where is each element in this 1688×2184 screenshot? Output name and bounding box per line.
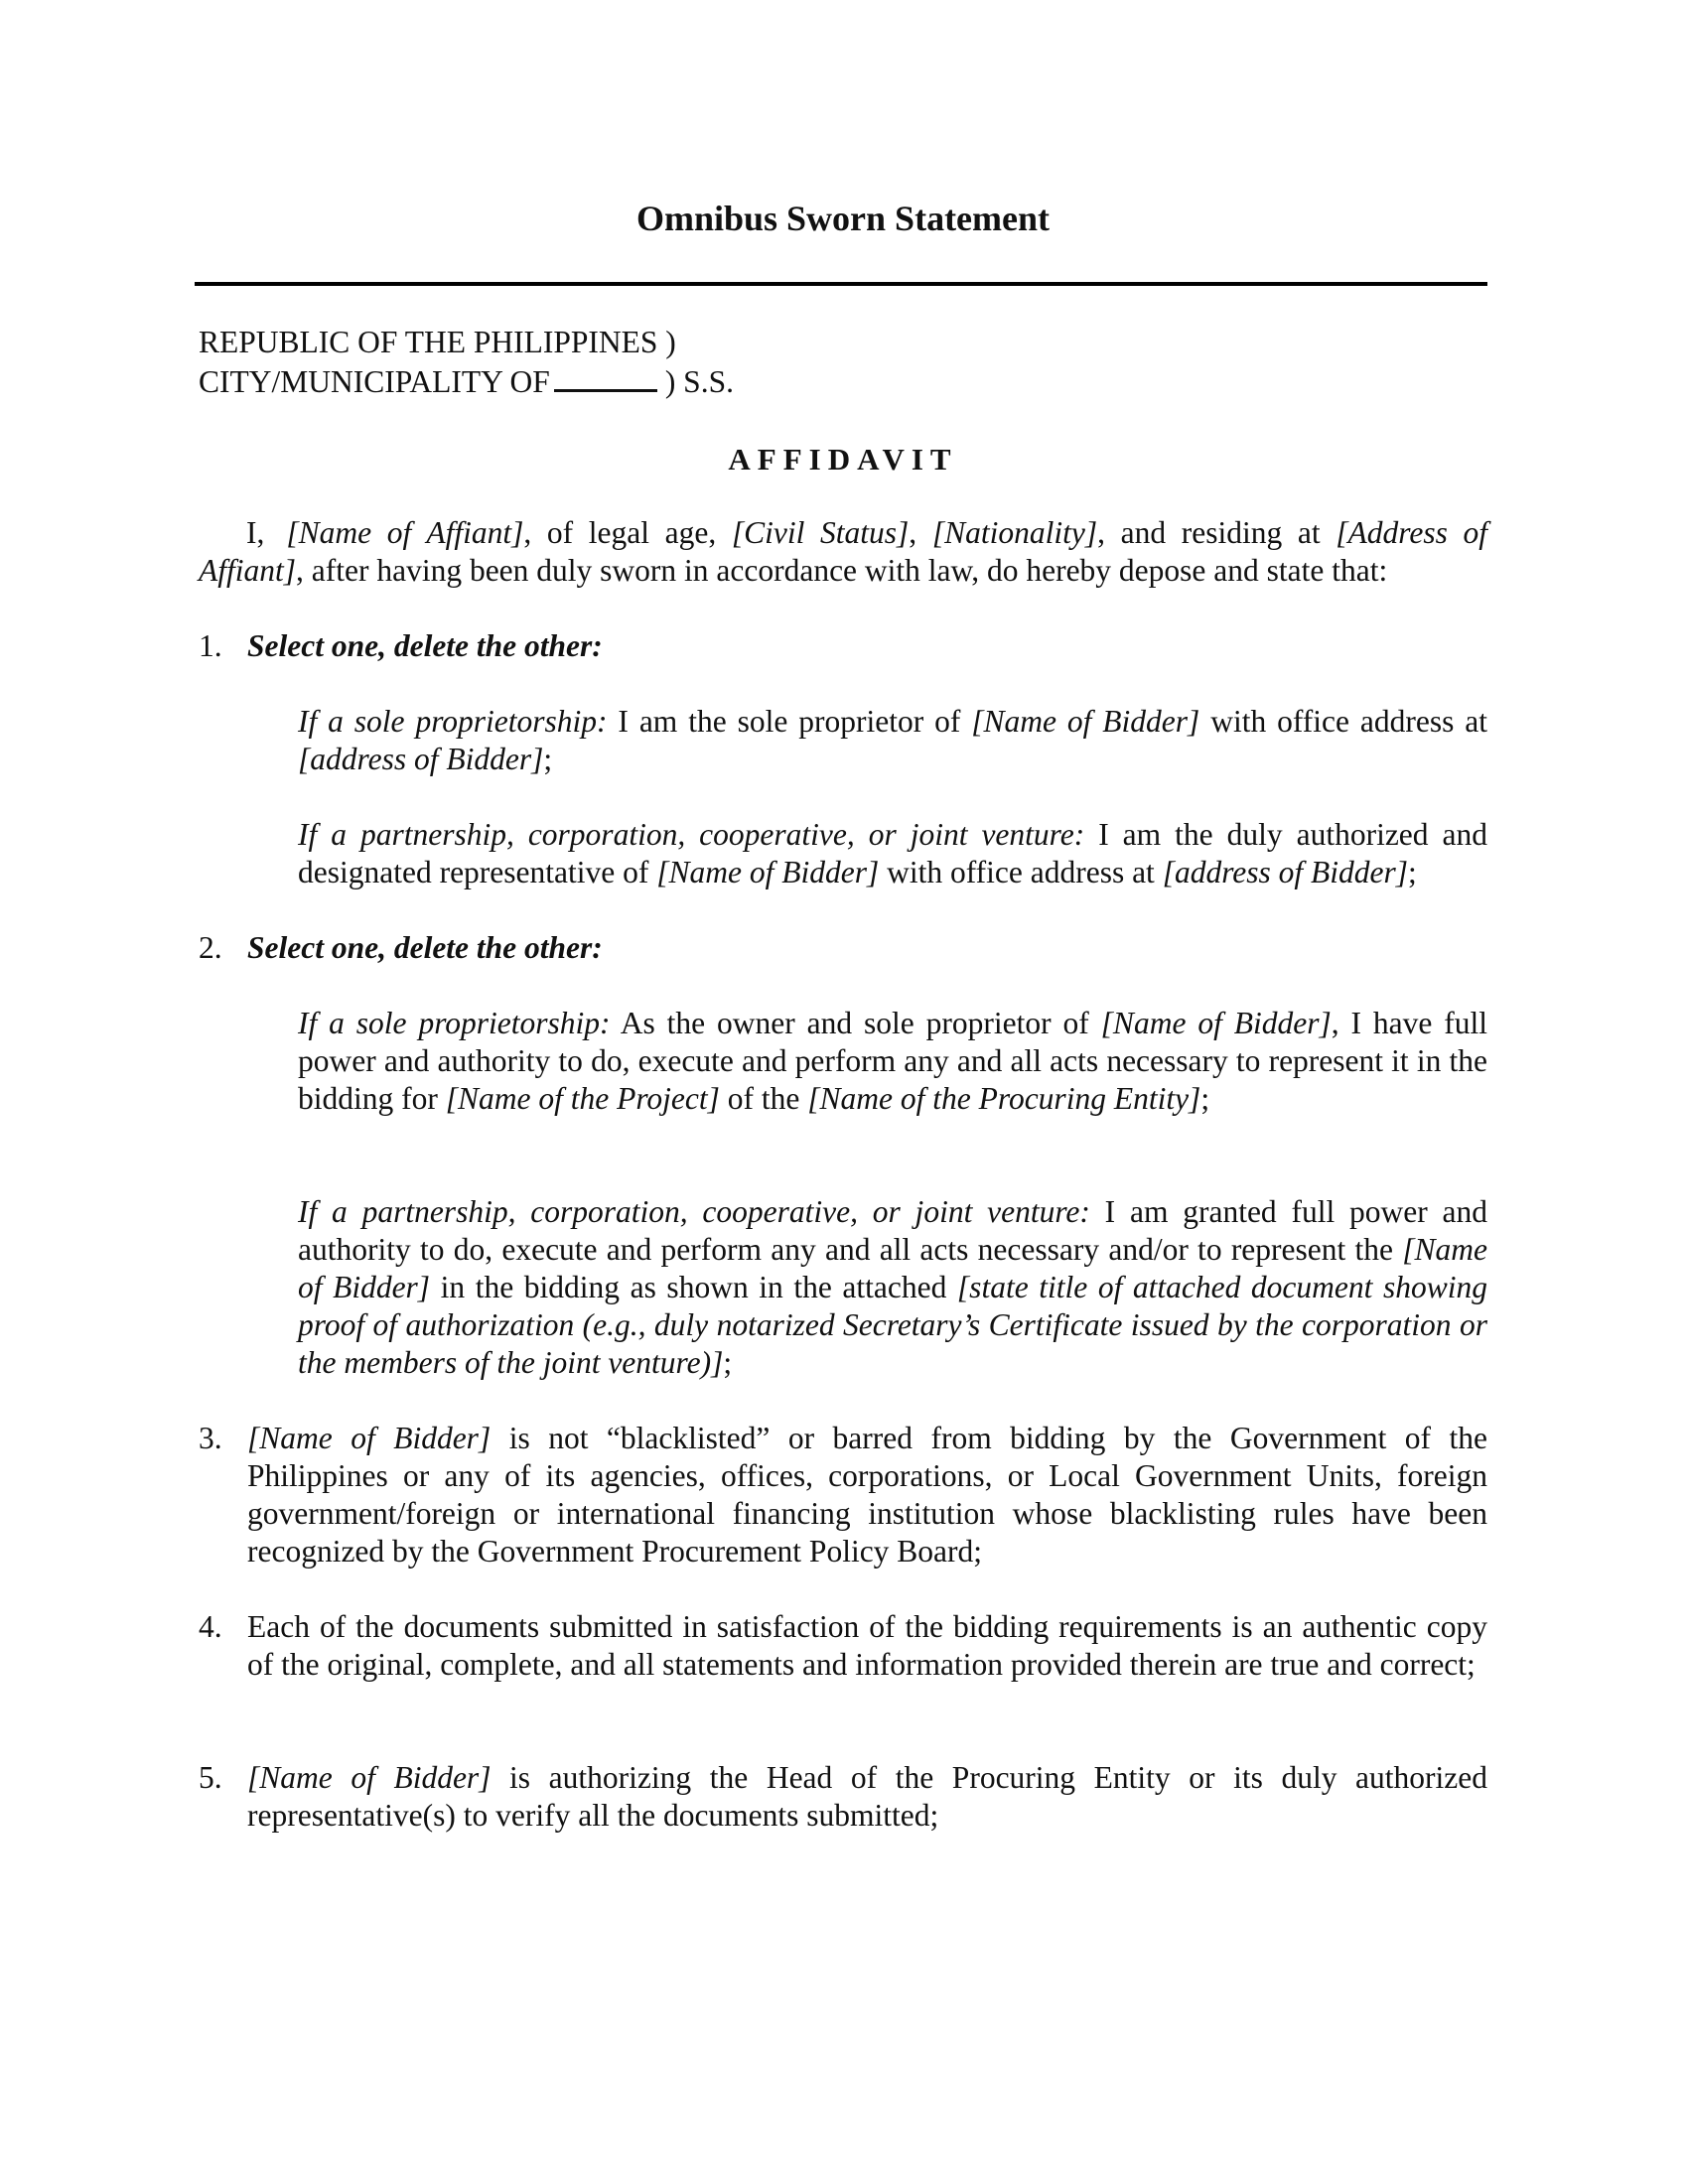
item-lead: Select one, delete the other: <box>247 930 603 965</box>
placeholder-civil-status: [Civil Status] <box>731 515 910 550</box>
city-blank-field[interactable] <box>554 361 657 392</box>
item-body: [Name of Bidder] is not “blacklisted” or barred from bidding by the Government of the Philippines or any of its agencies, offices, corporations, or Local Government Units, foreign government/foreign or international financing institution whose blacklisting rules have been recognized by the Government Procurement Policy Board; <box>247 1421 1488 1569</box>
item-1-option-partnership: If a partnership, corporation, cooperative, or joint venture: I am the duly authorized and designated representative of [Name of Bidder] with office address at [address of Bidder]; <box>298 817 1487 889</box>
item-body: [Name of Bidder] is authorizing the Head of the Procuring Entity or its duly authorized representative(s) to verify all the documents submitted; <box>247 1760 1487 1833</box>
item-number: 1. <box>199 628 222 663</box>
venue-line-republic: REPUBLIC OF THE PHILIPPINES ) <box>199 325 676 359</box>
item-number: 5. <box>199 1760 222 1795</box>
intro-paragraph: I, [Name of Affiant], of legal age, [Civil Status], [Nationality], and residing at [Address of Affiant], after having been duly sworn in accordance with law, do hereby depose and state that: <box>199 515 1487 588</box>
item-2-option-sole: If a sole proprietorship: As the owner and sole proprietor of [Name of Bidder], I have full power and authority to do, execute and perform any and all acts necessary to represent it in the bidding for [Name of the Project] of the [Name of the Procuring Entity]; <box>298 1006 1488 1116</box>
item-number: 4. <box>199 1609 222 1644</box>
item-body: Each of the documents submitted in satisfaction of the bidding requirements is an authentic copy of the original, complete, and all statements and information provided therein are true and correct; <box>247 1609 1487 1682</box>
document-title: Omnibus Sworn Statement <box>635 199 1051 238</box>
affidavit-heading: AFFIDAVIT <box>728 442 958 477</box>
venue-line-city <box>199 361 734 399</box>
venue-city-label: CITY/MUNICIPALITY OF <box>199 364 550 399</box>
title-divider <box>195 282 1487 286</box>
venue-block <box>199 324 734 399</box>
venue-ss-label: ) S.S. <box>664 364 734 399</box>
placeholder-nationality: [Nationality] <box>931 515 1098 550</box>
item-1-option-sole: If a sole proprietorship: I am the sole proprietor of [Name of Bidder] with office address at [address of Bidder]; <box>298 704 1487 776</box>
placeholder-name-of-affiant: [Name of Affiant] <box>286 515 524 550</box>
item-number: 2. <box>199 930 222 965</box>
item-lead: Select one, delete the other: <box>247 628 603 663</box>
item-number: 3. <box>199 1421 222 1455</box>
placeholder-address-of-affiant: [Address of Affiant] <box>199 515 1487 588</box>
item-2-option-partnership: If a partnership, corporation, cooperative, or joint venture: I am granted full power and authority to do, execute and perform any and all acts necessary and/or to represent the [Name of Bidder] in the bidding as shown in the attached [state title of attached document showing proof of authorization (e.g., duly notarized Secretary’s Certificate issued by the corporation or the members of the joint venture)]; <box>298 1194 1487 1380</box>
